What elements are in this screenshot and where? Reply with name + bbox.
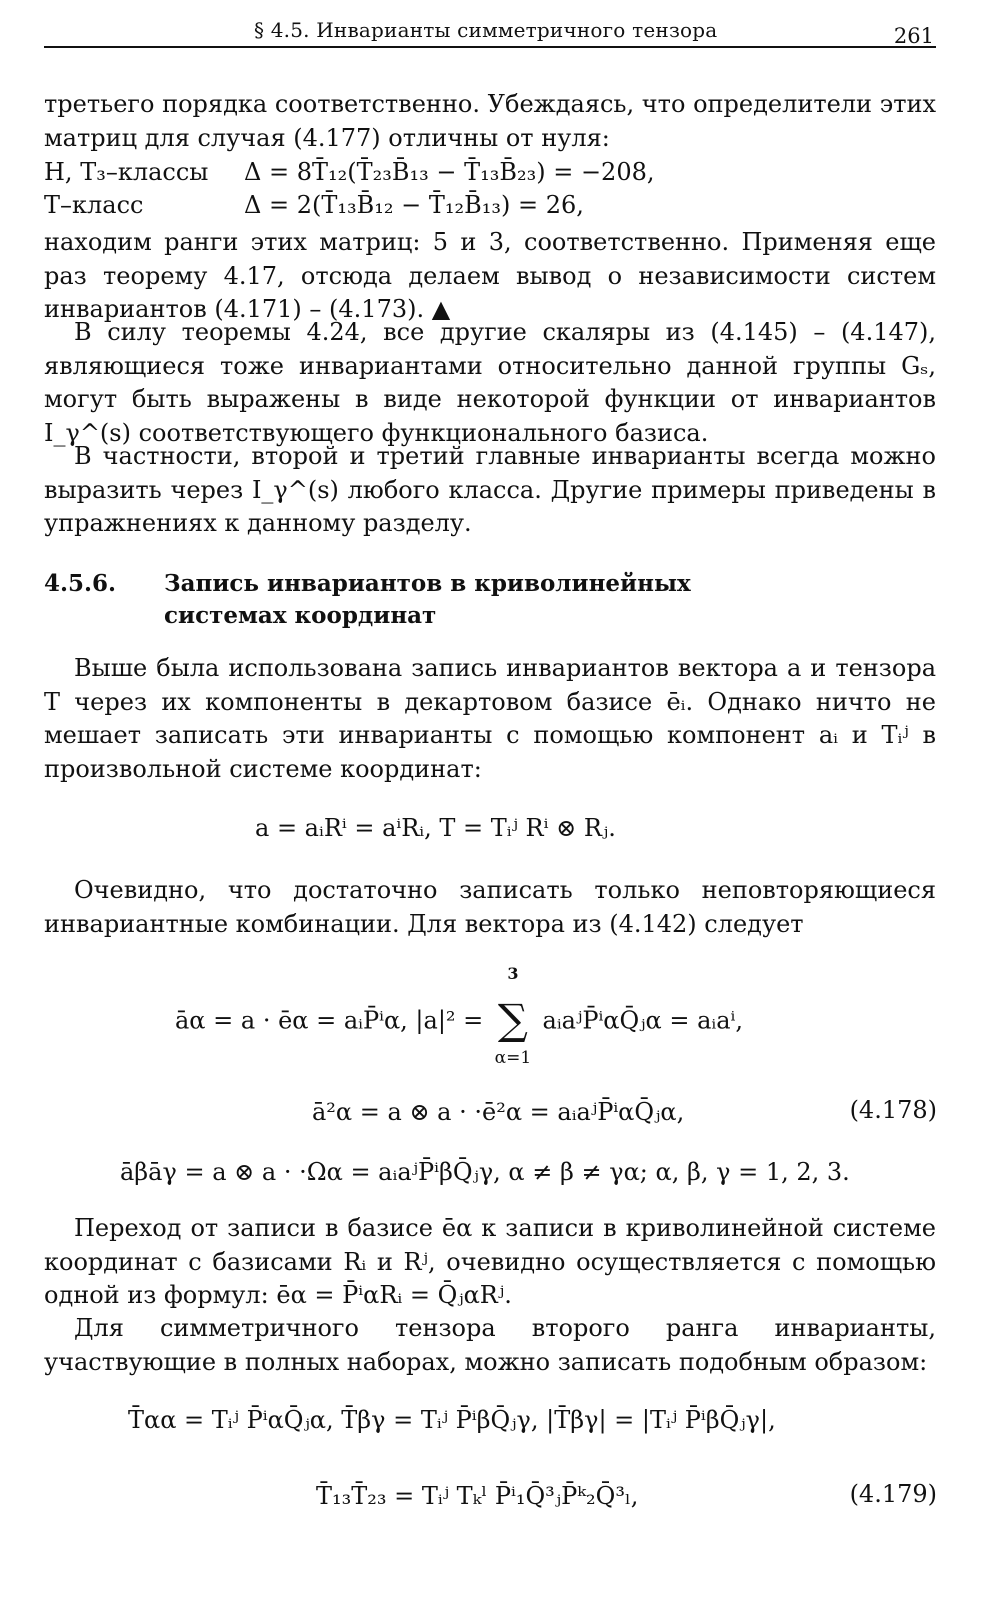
case-row — [44, 189, 936, 222]
summation — [491, 964, 535, 1068]
section-number: 4.5.6. — [44, 570, 117, 597]
case-label: H, T₃–классы — [44, 158, 209, 186]
equation-4-179-line-1: T̄αα = Tᵢʲ P̄ⁱαQ̄ⱼα, T̄βγ = Tᵢʲ P̄ⁱβQ̄ⱼγ, |T̄βγ| = |Tᵢʲ P̄ⁱβQ̄ⱼγ|, — [128, 1406, 776, 1434]
running-title: § 4.5. Инварианты симметричного тензора — [254, 18, 718, 42]
eq178-line1-left: āα = a · ēα = aᵢP̄ⁱα, |a|² = — [175, 1006, 491, 1035]
equation-4-178-line-1 — [175, 964, 743, 1068]
equation-number-4-178: (4.178) — [849, 1096, 937, 1124]
case-label: T–класс — [44, 191, 144, 219]
determinant-cases — [44, 156, 936, 222]
section-title: Запись инвариантов в криволинейных системах координат — [164, 570, 691, 629]
page-number: 261 — [893, 24, 934, 48]
paragraph-5: Выше была использована запись инвариантов вектора a и тензора T через их компоненты в декартовом базисе ēᵢ. Однако ничто не мешает записать эти инварианты с помощью компонент aᵢ и Tᵢʲ в произвольной системе координат: — [44, 654, 936, 783]
paragraph-2: находим ранги этих матриц: 5 и 3, соответственно. Применяя еще раз теорему 4.17, отсюда делаем вывод о независимости систем инвариантов (4.171) – (4.173). ▲ — [44, 228, 936, 323]
paragraph-7: Переход от записи в базисе ēα к записи в криволинейной системе координат с базисами Rᵢ и Rʲ, очевидно осуществляется с помощью одной из формул: ēα = P̄ⁱαRᵢ = Q̄ⱼαRʲ. — [44, 1214, 936, 1309]
paragraph-3: В силу теоремы 4.24, все другие скаляры из (4.145) – (4.147), являющиеся тоже инвариантами относительно данной группы Gₛ, могут быть выражены в виде некоторой функции от инвариантов I_γ^(s) соответствующего функционального базиса. — [44, 318, 936, 447]
case-formula: Δ = 8T̄₁₂(T̄₂₃B̄₁₃ − T̄₁₃B̄₂₃) = −208, — [244, 158, 655, 186]
summation-sign: ∑ — [497, 995, 528, 1044]
equation-4-178-line-3: āβāγ = a ⊗ a · ·Ωα = aᵢaʲP̄ⁱβQ̄ⱼγ, α ≠ β ≠ γα; α, β, γ = 1, 2, 3. — [120, 1158, 850, 1186]
summation-upper-limit: 3 — [507, 964, 519, 983]
equation-4-179-line-2: T̄₁₃T̄₂₃ = Tᵢʲ Tₖˡ P̄ⁱ₁Q̄³ⱼP̄ᵏ₂Q̄³ₗ, — [316, 1482, 639, 1510]
equation-vector-tensor: a = aᵢRⁱ = aⁱRᵢ, T = Tᵢʲ Rⁱ ⊗ Rⱼ. — [255, 814, 616, 842]
summation-lower-limit: α=1 — [494, 1048, 532, 1068]
eq178-line1-right: aᵢaʲP̄ⁱαQ̄ⱼα = aᵢaⁱ, — [534, 1006, 743, 1035]
paragraph-4: В частности, второй и третий главные инварианты всегда можно выразить через I_γ^(s) любого класса. Другие примеры приведены в упражнениях к данному разделу. — [44, 442, 936, 537]
running-header — [44, 12, 936, 48]
paragraph-6: Очевидно, что достаточно записать только неповторяющиеся инвариантные комбинации. Для вектора из (4.142) следует — [44, 876, 936, 938]
paragraph-8: Для симметричного тензора второго ранга инварианты, участвующие в полных наборах, можно записать подобным образом: — [44, 1314, 936, 1376]
paragraph-1: третьего порядка соответственно. Убеждаясь, что определители этих матриц для случая (4.177) отличны от нуля: — [44, 90, 936, 152]
equation-number-4-179: (4.179) — [849, 1480, 937, 1508]
equation-4-178-line-2: ā²α = a ⊗ a · ·ē²α = aᵢaʲP̄ⁱαQ̄ⱼα, — [312, 1098, 685, 1126]
case-formula: Δ = 2(T̄₁₃B̄₁₂ − T̄₁₂B̄₁₃) = 26, — [244, 191, 584, 219]
case-row — [44, 156, 936, 189]
